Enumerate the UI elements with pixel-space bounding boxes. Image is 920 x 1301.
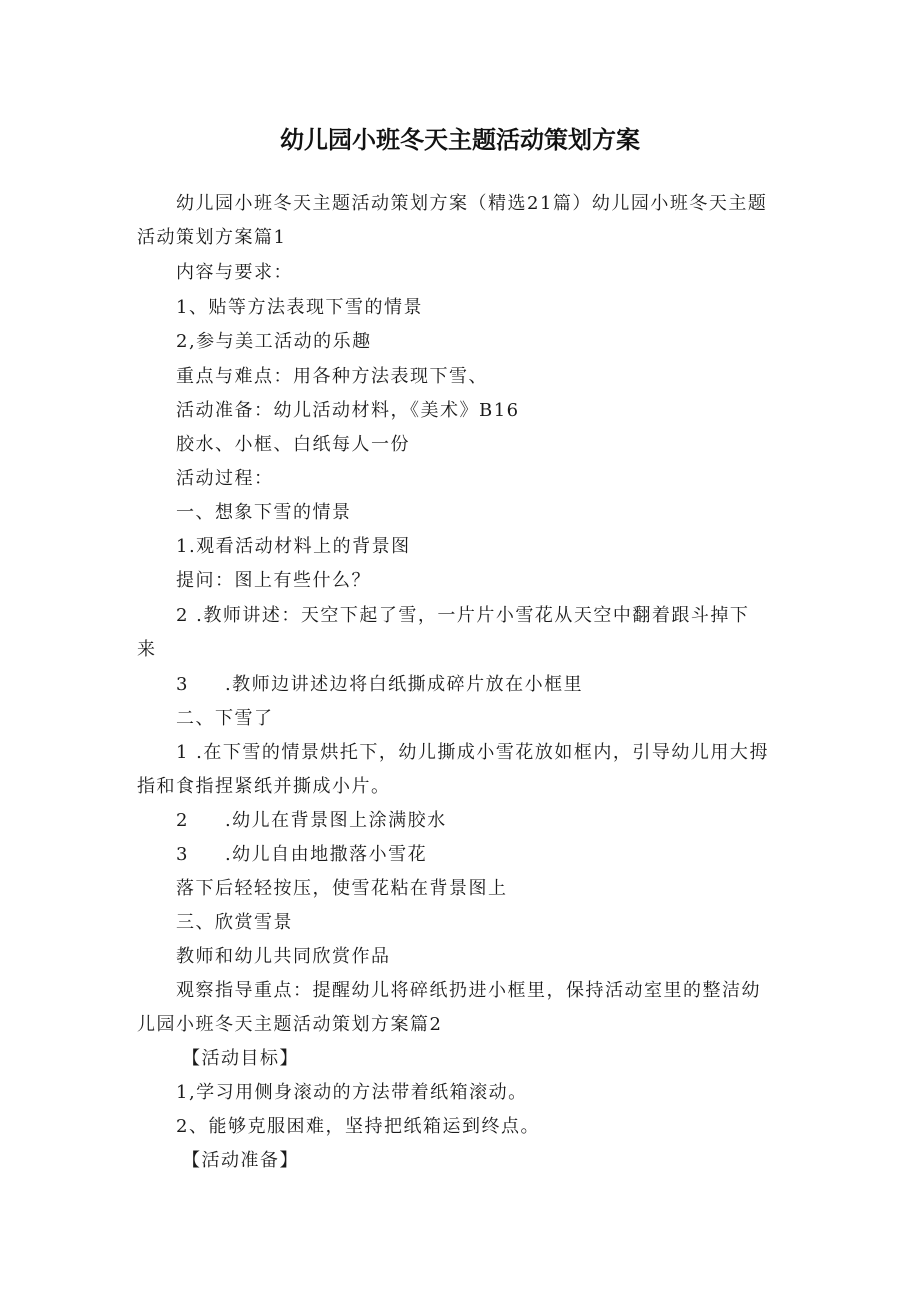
paragraph-line-5: 2,参与美工活动的乐趣 [176, 331, 372, 352]
paragraph-line-2: 活动策划方案篇1 [137, 227, 287, 248]
paragraph-line-27: 2、能够克服困难，坚持把纸箱运到终点。 [176, 1116, 540, 1137]
paragraph-line-21: 落下后轻轻按压，使雪花粘在背景图上 [176, 878, 508, 899]
list-number: 2 [176, 810, 189, 831]
paragraph-line-18: 指和食指捏紧纸并撕成小片。 [137, 776, 391, 797]
list-number: 3 [176, 674, 189, 695]
paragraph-line-20 [176, 843, 427, 867]
paragraph-line-19 [176, 809, 447, 833]
list-number: 3 [176, 844, 189, 865]
paragraph-line-15 [176, 673, 583, 697]
paragraph-line-7: 活动准备：幼儿活动材料，《美术》B16 [176, 400, 520, 421]
paragraph-line-11: 1.观看活动材料上的背景图 [176, 536, 411, 557]
paragraph-line-23: 教师和幼儿共同欣赏作品 [176, 946, 391, 967]
section-heading-preparation: 【活动准备】 [182, 1150, 299, 1171]
paragraph-line-13: 2 .教师讲述：天空下起了雪，一片片小雪花从天空中翻着跟斗掉下 [176, 605, 750, 626]
paragraph-line-12: 提问：图上有些什么？ [176, 570, 371, 591]
list-text: .教师边讲述边将白纸撕成碎片放在小框里 [224, 674, 584, 695]
paragraph-line-25: 儿园小班冬天主题活动策划方案篇2 [137, 1014, 443, 1035]
paragraph-line-6: 重点与难点：用各种方法表现下雪、 [176, 366, 488, 387]
paragraph-line-24: 观察指导重点：提醒幼儿将碎纸扔进小框里，保持活动室里的整洁幼 [176, 980, 761, 1001]
paragraph-line-4: 1、贴等方法表现下雪的情景 [176, 297, 423, 318]
paragraph-line-9: 活动过程： [176, 468, 274, 489]
paragraph-line-17: 1 .在下雪的情景烘托下，幼儿撕成小雪花放如框内，引导幼儿用大拇 [176, 742, 769, 763]
paragraph-line-1: 幼儿园小班冬天主题活动策划方案（精选21篇）幼儿园小班冬天主题 [176, 193, 768, 214]
paragraph-line-26: 1,学习用侧身滚动的方法带着纸箱滚动。 [176, 1082, 528, 1103]
paragraph-line-10: 一、想象下雪的情景 [176, 502, 352, 523]
document-title: 幼儿园小班冬天主题活动策划方案 [280, 126, 640, 154]
paragraph-line-16: 二、下雪了 [176, 708, 274, 729]
list-text: .幼儿自由地撒落小雪花 [224, 844, 428, 865]
list-text: .幼儿在背景图上涂满胶水 [224, 810, 447, 831]
paragraph-line-14: 来 [137, 639, 157, 660]
paragraph-line-8: 胶水、小框、白纸每人一份 [176, 434, 410, 455]
paragraph-line-3: 内容与要求： [176, 262, 293, 283]
section-heading-goals: 【活动目标】 [182, 1048, 299, 1069]
paragraph-line-22: 三、欣赏雪景 [176, 912, 293, 933]
